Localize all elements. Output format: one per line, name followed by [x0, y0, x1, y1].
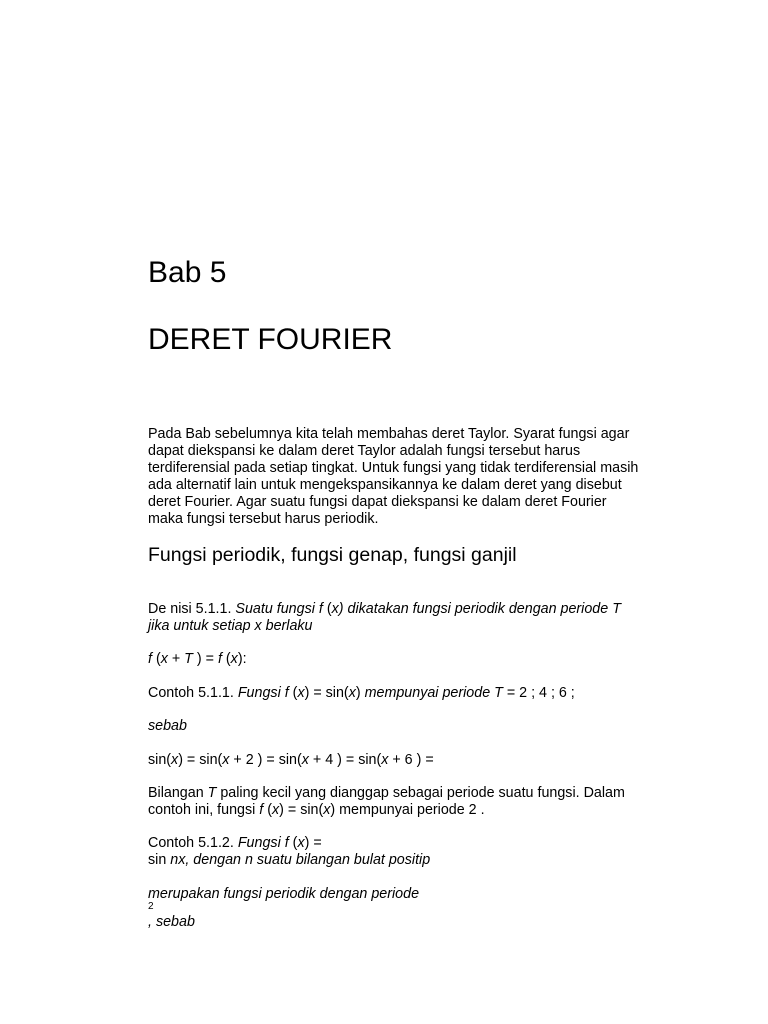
var-x: x: [230, 651, 238, 667]
intro-line: maka fungsi tersebut harus periodik.: [148, 511, 379, 527]
definition-label: De nisi 5.1.1.: [148, 601, 236, 617]
eq-part: sin(: [148, 752, 172, 768]
eq-part: ):: [237, 651, 247, 667]
text: contoh ini, fungsi: [148, 802, 260, 818]
text: Bilangan: [148, 785, 208, 801]
eq-part: (: [288, 685, 298, 701]
eq-part: (: [151, 651, 161, 667]
var-x: x: [272, 802, 280, 818]
bilangan-line-1: [148, 785, 625, 802]
var-T: T: [494, 685, 503, 701]
eq-part: (: [288, 835, 298, 851]
var-f: f: [284, 685, 289, 701]
chapter-number: Bab 5: [148, 256, 227, 289]
equation-periodic: [148, 651, 247, 668]
example-text: Fungsi: [237, 685, 285, 701]
eq-part: + 2 ) = sin(: [229, 752, 302, 768]
var-f: f: [318, 601, 323, 617]
sebab-word: , sebab: [148, 914, 195, 930]
intro-line: terdiferensial pada setiap tingkat. Untuk fungsi yang tidak terdiferensial masih: [148, 460, 639, 476]
example-label: Contoh 5.1.2.: [148, 835, 238, 851]
var-x: x: [297, 835, 305, 851]
var-f: f: [148, 651, 152, 667]
var-x: x: [301, 752, 309, 768]
eq-part: ): [355, 685, 365, 701]
definition-line-2: [148, 618, 621, 635]
var-x: x: [222, 752, 230, 768]
example-text: Fungsi: [237, 835, 285, 851]
var-f: f: [217, 651, 222, 667]
var-T: T: [612, 601, 621, 617]
var-x: x: [381, 752, 389, 768]
definition-text: ) dikatakan fungsi periodik dengan periode: [338, 601, 613, 617]
bilangan-paragraph: [148, 785, 625, 819]
text: ) mempunyai periode 2 .: [330, 802, 485, 818]
sebab-text-2: [148, 914, 195, 931]
eq-part: ) =: [304, 835, 322, 851]
var-T: T: [207, 785, 217, 801]
example-2-line-1: [148, 835, 430, 852]
var-x: x: [297, 685, 305, 701]
text: paling kecil yang dianggap sebagai periode suatu fungsi. Dalam: [216, 785, 625, 801]
section-title: Fungsi periodik, fungsi genap, fungsi ganjil: [148, 544, 517, 566]
definition-text: Suatu fungsi: [235, 601, 319, 617]
var-f: f: [284, 835, 289, 851]
eq-part: ) = sin(: [279, 802, 324, 818]
intro-line: Pada Bab sebelumnya kita telah membahas deret Taylor. Syarat fungsi agar: [148, 426, 630, 442]
eq-part: ) = sin(: [304, 685, 349, 701]
var-x: x: [323, 802, 331, 818]
period-line: [148, 886, 419, 903]
var-T: T: [184, 651, 193, 667]
eq-part: + 4 ) = sin(: [308, 752, 382, 768]
eq-part: ) = sin(: [178, 752, 223, 768]
definition-line-1: [148, 601, 621, 618]
var-x: x: [171, 752, 179, 768]
equation-sin: [148, 752, 434, 769]
definition-text: jika untuk setiap x berlaku: [148, 618, 313, 634]
chapter-title: DERET FOURIER: [148, 323, 393, 356]
eq-part: (: [221, 651, 231, 667]
intro-paragraph: [148, 426, 638, 528]
intro-line: ada alternatif lain untuk mengekspansikannya ke dalam deret yang disebut: [148, 477, 622, 493]
superscript-two: 2: [148, 901, 154, 912]
example-2: [148, 835, 430, 869]
definition-block: [148, 601, 621, 635]
eq-part: = 2 ; 4 ; 6 ;: [502, 685, 575, 701]
bilangan-line-2: [148, 802, 625, 819]
intro-line: deret Fourier. Agar suatu fungsi dapat diekspansi ke dalam deret Fourier: [148, 494, 607, 510]
example-2-line-2: [148, 852, 430, 869]
sebab-word: sebab: [148, 718, 187, 734]
example-text: nx, dengan n suatu bilangan bulat positip: [170, 852, 431, 868]
eq-part: + 6 ) =: [388, 752, 434, 768]
example-label: Contoh 5.1.1.: [148, 685, 238, 701]
period-text: merupakan fungsi periodik dengan periode: [148, 886, 420, 902]
example-text: mempunyai periode: [364, 685, 495, 701]
var-x: x: [160, 651, 168, 667]
var-f: f: [259, 802, 264, 818]
intro-line: dapat diekspansi ke dalam deret Taylor adalah fungsi tersebut harus: [148, 443, 581, 459]
eq-part: +: [167, 651, 185, 667]
sebab-text: [148, 718, 187, 735]
paren: (: [322, 601, 332, 617]
var-x: x: [348, 685, 356, 701]
example-1: [148, 685, 575, 702]
eq-part: sin: [148, 852, 171, 868]
var-x: x: [331, 601, 339, 617]
eq-part: (: [263, 802, 272, 818]
eq-part: ) =: [192, 651, 218, 667]
